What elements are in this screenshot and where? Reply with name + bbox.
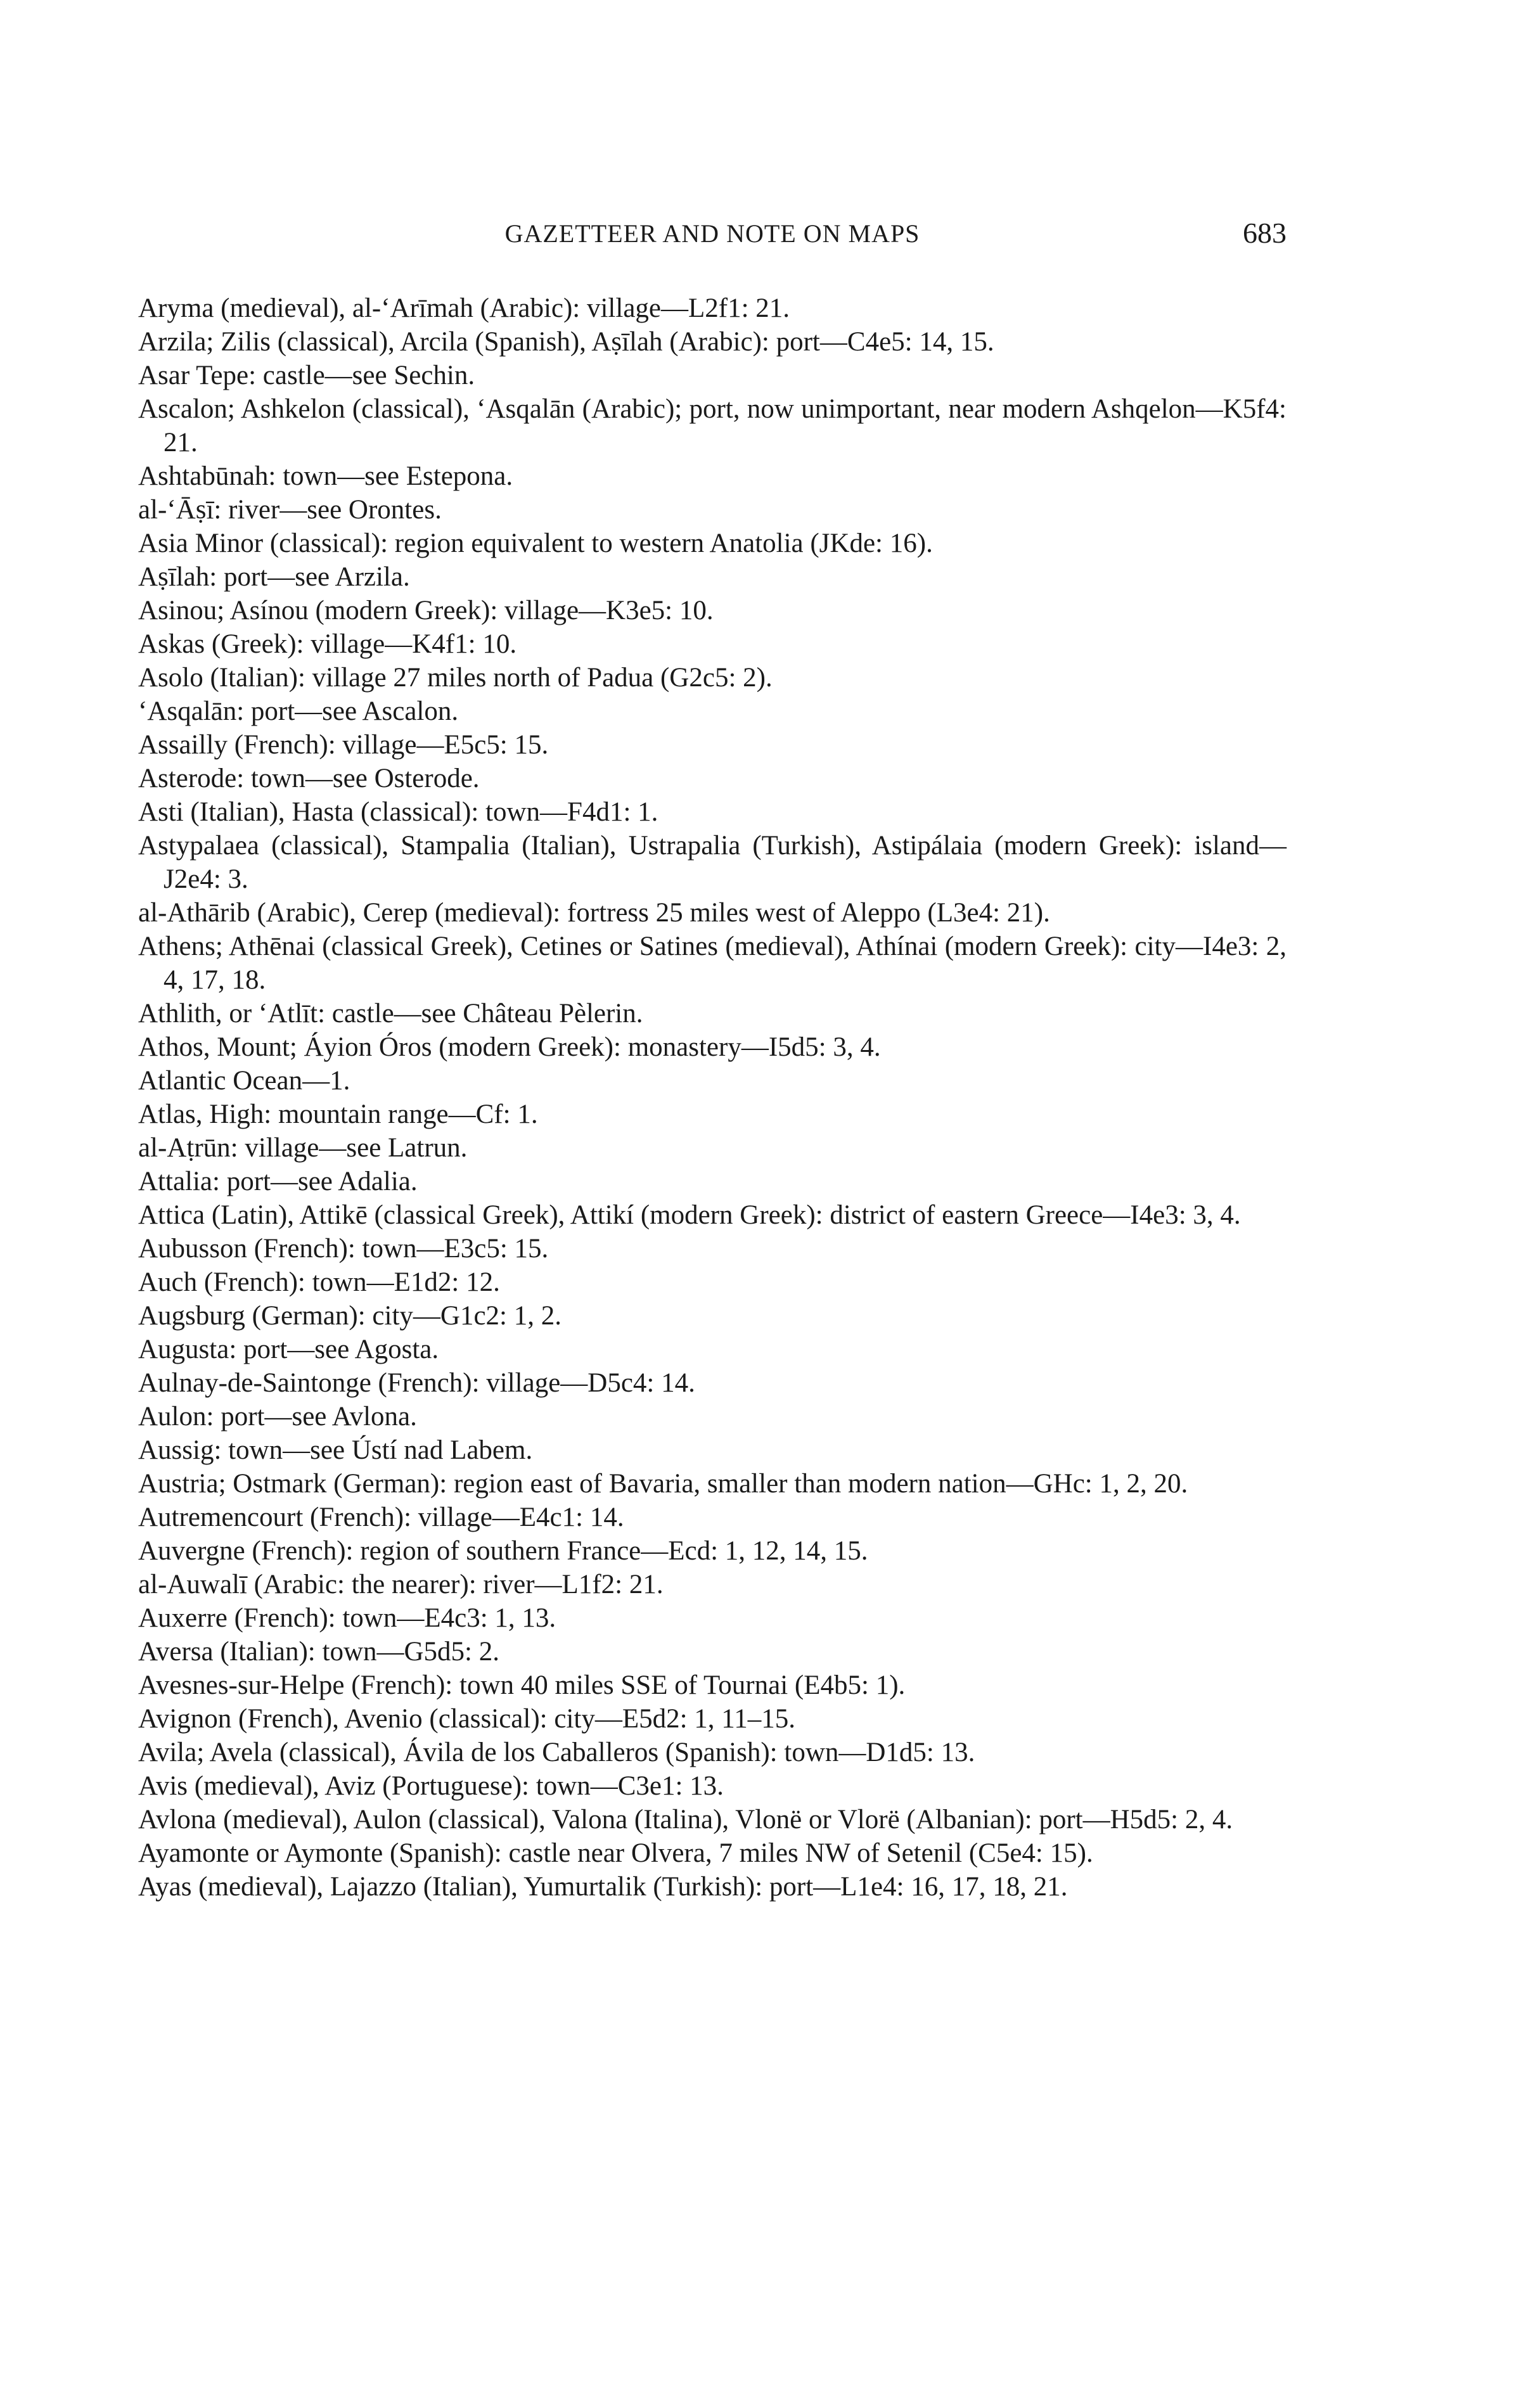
gazetteer-entry: Aulnay-de-Saintonge (French): village—D5c4: 14. xyxy=(138,1368,695,1398)
gazetteer-entry: al-‘Āṣī: river—see Orontes. xyxy=(138,495,442,525)
gazetteer-entry: Aryma (medieval), al-‘Arīmah (Arabic): village—L2f1: 21. xyxy=(138,293,790,323)
page-number: 683 xyxy=(1243,217,1287,249)
gazetteer-entry: Avila; Avela (classical), Ávila de los Caballeros (Spanish): town—D1d5: 13. xyxy=(138,1738,975,1767)
gazetteer-entry: Avignon (French), Avenio (classical): city—E5d2: 1, 11–15. xyxy=(138,1704,795,1734)
gazetteer-entry: Atlantic Ocean—1. xyxy=(138,1066,350,1096)
gazetteer-entry: Asti (Italian), Hasta (classical): town—F4d1: 1. xyxy=(138,797,658,827)
gazetteer-entry: Aversa (Italian): town—G5d5: 2. xyxy=(138,1637,500,1667)
gazetteer-entry: Asia Minor (classical): region equivalent to western Anatolia (JKde: 16). xyxy=(138,528,933,558)
gazetteer-entry: Auch (French): town—E1d2: 12. xyxy=(138,1267,500,1297)
gazetteer-entry: Ashtabūnah: town—see Estepona. xyxy=(138,461,513,491)
gazetteer-entry: Auxerre (French): town—E4c3: 1, 13. xyxy=(138,1603,556,1633)
gazetteer-entry: Ayas (medieval), Lajazzo (Italian), Yumurtalik (Turkish): port—L1e4: 16, 17, 18, 21. xyxy=(138,1872,1068,1902)
gazetteer-entry: Augsburg (German): city—G1c2: 1, 2. xyxy=(138,1301,562,1331)
gazetteer-entry: Asinou; Asínou (modern Greek): village—K3e5: 10. xyxy=(138,596,714,625)
gazetteer-entry: Autremencourt (French): village—E4c1: 14. xyxy=(138,1502,624,1532)
gazetteer-entry: Aussig: town—see Ústí nad Labem. xyxy=(138,1435,533,1465)
gazetteer-entry: Atlas, High: mountain range—Cf: 1. xyxy=(138,1099,538,1129)
gazetteer-entries xyxy=(138,291,1287,1904)
gazetteer-entry: Athlith, or ‘Atlīt: castle—see Château Pèlerin. xyxy=(138,999,643,1028)
gazetteer-entry: Aṣīlah: port—see Arzila. xyxy=(138,562,410,592)
gazetteer-entry: Avlona (medieval), Aulon (classical), Valona (Italina), Vlonë or Vlorë (Albanian): port—H5d5: 2, 4. xyxy=(138,1805,1233,1835)
gazetteer-entry: Avis (medieval), Aviz (Portuguese): town—C3e1: 13. xyxy=(138,1771,724,1801)
gazetteer-entry: Attica (Latin), Attikē (classical Greek), Attikí (modern Greek): district of eastern Greece—I4e3: 3, 4. xyxy=(138,1200,1241,1230)
gazetteer-entry: Austria; Ostmark (German): region east of Bavaria, smaller than modern nation—GHc: 1, 2, 20. xyxy=(138,1469,1188,1499)
gazetteer-entry: Auvergne (French): region of southern France—Ecd: 1, 12, 14, 15. xyxy=(138,1536,868,1566)
gazetteer-entry: Arzila; Zilis (classical), Arcila (Spanish), Aṣīlah (Arabic): port—C4e5: 14, 15. xyxy=(138,327,994,357)
running-head xyxy=(138,219,1287,263)
gazetteer-entry: Avesnes-sur-Helpe (French): town 40 miles SSE of Tournai (E4b5: 1). xyxy=(138,1670,906,1700)
gazetteer-entry: Aubusson (French): town—E3c5: 15. xyxy=(138,1234,549,1264)
gazetteer-entry: Askas (Greek): village—K4f1: 10. xyxy=(138,629,517,659)
gazetteer-entry: Astypalaea (classical), Stampalia (Italian), Ustrapalia (Turkish), Astipálaia (modern Greek): island—J2e4: 3. xyxy=(138,831,1287,894)
gazetteer-entry: Athens; Athēnai (classical Greek), Cetines or Satines (medieval), Athínai (modern Greek): city—I4e3: 2, 4, 17, 18. xyxy=(138,932,1287,995)
gazetteer-entry: Ayamonte or Aymonte (Spanish): castle near Olvera, 7 miles NW of Setenil (C5e4: 15). xyxy=(138,1838,1093,1868)
gazetteer-entry: Athos, Mount; Áyion Óros (modern Greek): monastery—I5d5: 3, 4. xyxy=(138,1032,881,1062)
gazetteer-entry: Attalia: port—see Adalia. xyxy=(138,1167,418,1196)
running-title: GAZETTEER AND NOTE ON MAPS xyxy=(504,219,920,248)
gazetteer-entry: Aulon: port—see Avlona. xyxy=(138,1402,417,1431)
gazetteer-entry: al-Aṭrūn: village—see Latrun. xyxy=(138,1133,468,1163)
gazetteer-entry: al-Athārib (Arabic), Cerep (medieval): fortress 25 miles west of Aleppo (L3e4: 21). xyxy=(138,898,1050,928)
gazetteer-entry: Asolo (Italian): village 27 miles north of Padua (G2c5: 2). xyxy=(138,663,773,693)
gazetteer-entry: Augusta: port—see Agosta. xyxy=(138,1335,439,1364)
gazetteer-entry: Asterode: town—see Osterode. xyxy=(138,764,480,793)
gazetteer-entry: Ascalon; Ashkelon (classical), ‘Asqalān (Arabic); port, now unimportant, near modern Ashqelon—K5f4: 21. xyxy=(138,394,1287,458)
gazetteer-entry: al-Auwalī (Arabic: the nearer): river—L1f2: 21. xyxy=(138,1570,664,1599)
gazetteer-entry: ‘Asqalān: port—see Ascalon. xyxy=(138,696,459,726)
gazetteer-entry: Asar Tepe: castle—see Sechin. xyxy=(138,361,475,390)
gazetteer-entry: Assailly (French): village—E5c5: 15. xyxy=(138,730,549,760)
